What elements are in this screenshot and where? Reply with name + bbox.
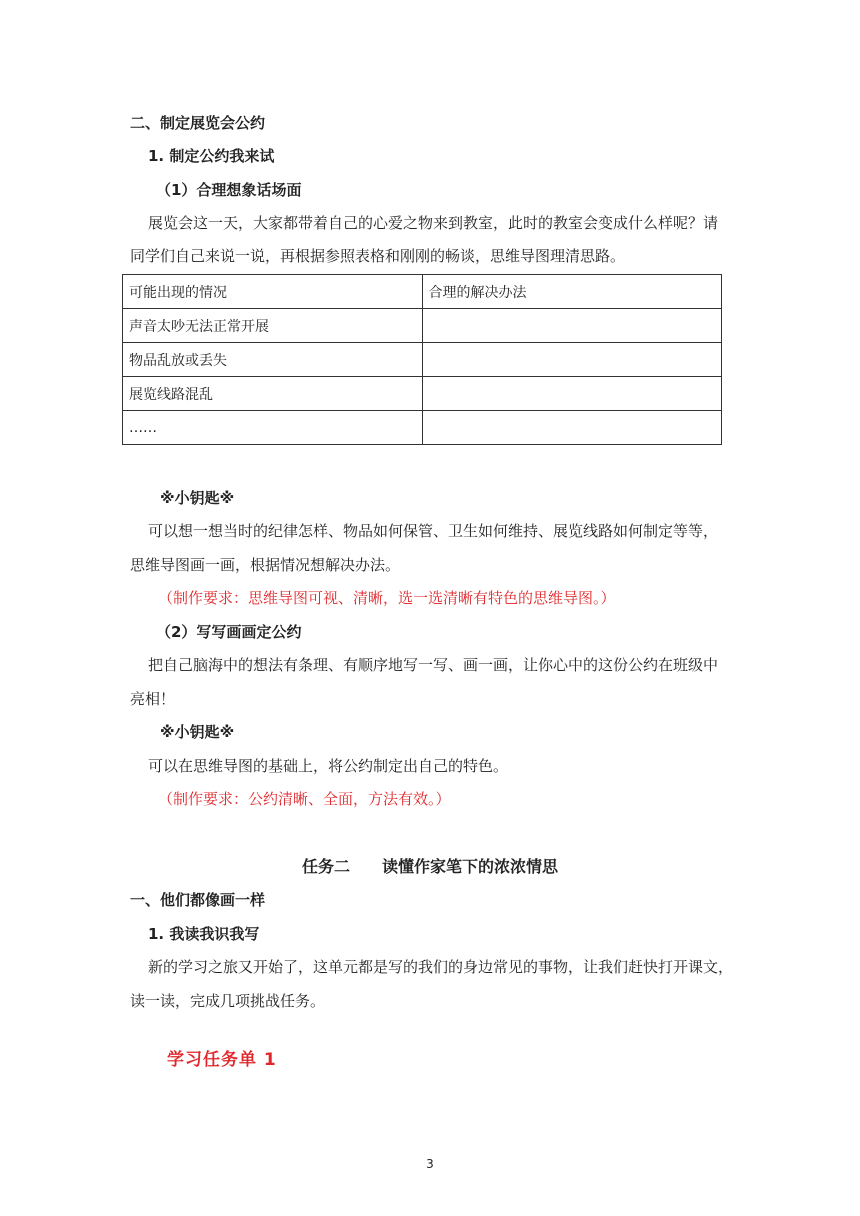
table-header-row: [123, 275, 722, 309]
paragraph-line: 把自己脑海中的想法有条理、有顺序地写一写、画一画，让你心中的这份公约在班级中: [148, 656, 719, 674]
table-row: [123, 309, 722, 343]
item-heading: （2）写写画画定公约: [156, 623, 302, 641]
paragraph-line: 读一读，完成几项挑战任务。: [130, 992, 326, 1010]
requirement-note: （制作要求：思维导图可视、清晰，选一选清晰有特色的思维导图。）: [158, 589, 616, 607]
table-row: [123, 411, 722, 445]
table-cell: [422, 309, 722, 343]
paragraph-line: 思维导图画一画，根据情况想解决办法。: [130, 556, 401, 574]
table-cell: 展览线路混乱: [123, 377, 423, 411]
paragraph-line: 同学们自己来说一说，再根据参照表格和刚刚的畅谈，思维导图理清思路。: [130, 247, 626, 265]
paragraph-line: 新的学习之旅又开始了，这单元都是写的我们的身边常见的事物，让我们赶快打开课文，: [148, 958, 734, 976]
requirement-note: （制作要求：公约清晰、全面，方法有效。）: [158, 790, 451, 808]
table-cell: [422, 377, 722, 411]
paragraph-line: 可以在思维导图的基础上，将公约制定出自己的特色。: [148, 757, 509, 775]
table-header-cell: 合理的解决办法: [422, 275, 722, 309]
task-title: 任务二 读懂作家笔下的浓浓情思: [301, 857, 558, 876]
table-cell: 物品乱放或丢失: [123, 343, 423, 377]
key-title: ※小钥匙※: [160, 723, 235, 741]
subsection-heading: 1. 制定公约我来试: [148, 147, 275, 165]
subsection-heading: 1. 我读我识我写: [148, 925, 260, 943]
paragraph-line: 亮相！: [130, 690, 176, 708]
paragraph-line: 展览会这一天，大家都带着自己的心爱之物来到教室，此时的教室会变成什么样呢？请: [148, 214, 719, 232]
table-row: [123, 377, 722, 411]
section-heading: 二、制定展览会公约: [130, 114, 266, 132]
table-cell: 声音太吵无法正常开展: [123, 309, 423, 343]
table-row: [123, 343, 722, 377]
task-sheet-title: 学习任务单 1: [167, 1050, 277, 1070]
table-cell: [422, 343, 722, 377]
paragraph-line: 可以想一想当时的纪律怎样、物品如何保管、卫生如何维持、展览线路如何制定等等，: [148, 522, 719, 540]
table-cell: [422, 411, 722, 445]
section-heading: 一、他们都像画一样: [130, 891, 266, 909]
page-number: 3: [426, 1157, 434, 1171]
key-title: ※小钥匙※: [160, 489, 235, 507]
situation-table: [122, 274, 722, 445]
table-header-cell: 可能出现的情况: [123, 275, 423, 309]
table-cell: ……: [123, 411, 423, 445]
item-heading: （1）合理想象话场面: [156, 181, 302, 199]
